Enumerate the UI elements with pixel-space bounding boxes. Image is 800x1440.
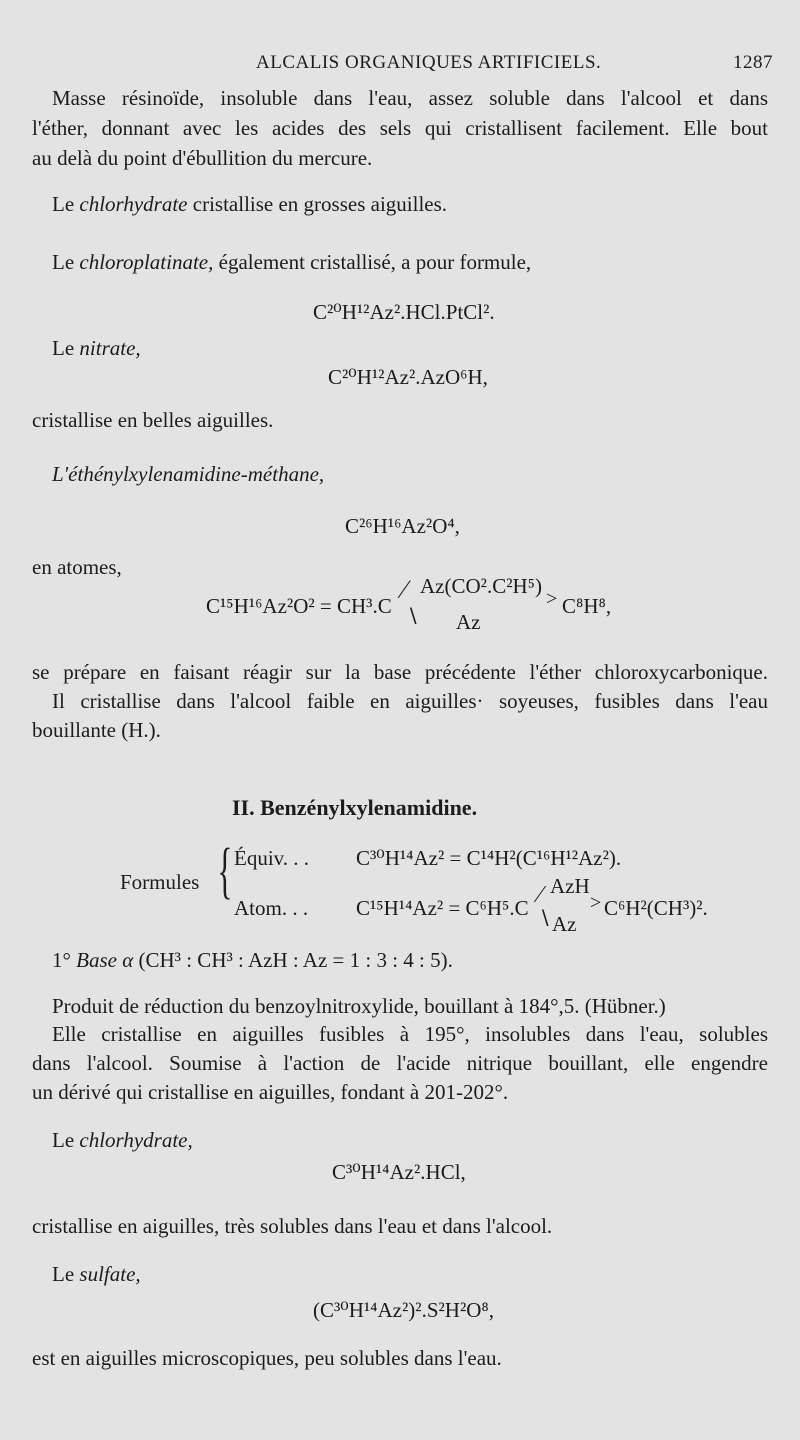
bond-lower-icon: ∖ [406, 606, 419, 628]
nitrate-le: Le [52, 336, 75, 360]
base-ratio: (CH³ : CH³ : AzH : Az = 1 : 3 : 4 : 5). [138, 948, 453, 972]
nitrate-name: nitrate, [79, 336, 141, 360]
chlorhydrate-name: chlorhydrate [79, 192, 188, 216]
chlorhydrate-2-line [52, 1128, 193, 1152]
chlorhydrate-le: Le [52, 192, 75, 216]
atom-bond-right-icon: > [590, 892, 602, 914]
page-number: 1287 [733, 52, 773, 73]
paragraph-1-line-3: au delà du point d'ébullition du mercure. [32, 146, 373, 170]
paragraph-2-line-4: un dérivé qui cristallise en aiguilles, fondant à 201-202°. [32, 1080, 509, 1104]
chloroplatinate-description: également cristallisé, a pour formule, [218, 250, 532, 274]
paragraph-1-line-1: Masse résinoïde, insoluble dans l'eau, assez soluble dans l'alcool et dans [52, 86, 768, 110]
base-line [52, 948, 453, 972]
equiv-label: Équiv. . . [234, 846, 310, 870]
nitrate-description: cristallise en belles aiguilles. [32, 408, 274, 432]
formules-block [120, 836, 760, 936]
ethenyl-atomic-top: Az(CO².C²H⁵) [420, 574, 542, 598]
equiv-formula: C³⁰H¹⁴Az² = C¹⁴H²(C¹⁶H¹²Az²). [356, 846, 622, 870]
chloroplatinate-formula: C²⁰H¹²Az².HCl.PtCl². [313, 300, 495, 324]
running-title: ALCALIS ORGANIQUES ARTIFICIELS. [256, 52, 602, 73]
chlorhydrate-line [52, 192, 447, 216]
formules-label: Formules [120, 870, 200, 894]
paragraph-2-line-2: Elle cristallise en aiguilles fusibles à 195°, insolubles dans l'eau, solubles [52, 1022, 768, 1046]
ethenyl-atomic-formula [206, 576, 626, 640]
ethenyl-name-line [52, 462, 324, 486]
ethenyl-paragraph-line-1: se prépare en faisant réagir sur la base précédente l'éther chloroxycarbonique. [32, 660, 768, 684]
nitrate-formula: C²⁰H¹²Az².AzO⁶H, [328, 365, 488, 389]
base-alpha: α [122, 948, 134, 972]
sulfate-le: Le [52, 1262, 75, 1286]
chlorhydrate-description: cristallise en grosses aiguilles. [192, 192, 448, 216]
atom-top: AzH [550, 874, 590, 898]
chloroplatinate-name: chloroplatinate, [79, 250, 214, 274]
ethenyl-name: L'éthénylxylenamidine-méthane, [52, 462, 325, 486]
ethenyl-formula: C²⁶H¹⁶Az²O⁴, [345, 514, 460, 538]
chlorhydrate-2-formula: C³⁰H¹⁴Az².HCl, [332, 1160, 466, 1184]
paragraph-2-line-3: dans l'alcool. Soumise à l'action de l'acide nitrique bouillant, elle engendre [32, 1051, 768, 1075]
paragraph-1-line-2: l'éther, donnant avec les acides des sels qui cristallisent facilement. Elle bout [32, 116, 768, 140]
atom-bond-upper-icon: ⁄ [538, 882, 543, 908]
atom-bond-lower-icon: ∖ [538, 908, 551, 930]
atom-left: C¹⁵H¹⁴Az² = C⁶H⁵.C [356, 896, 529, 920]
paragraph-2-line-1: Produit de réduction du benzoylnitroxylide, bouillant à 184°,5. (Hübner.) [52, 994, 666, 1018]
atom-bottom: Az [552, 912, 577, 936]
chlorhydrate-2-name: chlorhydrate, [79, 1128, 193, 1152]
chlorhydrate-2-description: cristallise en aiguilles, très solubles dans l'eau et dans l'alcool. [32, 1214, 553, 1238]
base-name: Base [76, 948, 117, 972]
ethenyl-paragraph-line-2: Il cristallise dans l'alcool faible en aiguilles· soyeuses, fusibles dans l'eau [52, 689, 768, 713]
atom-label: Atom. . . [234, 896, 309, 920]
bond-right-icon: > [546, 588, 558, 610]
sulfate-name: sulfate, [79, 1262, 141, 1286]
ethenyl-atomic-left: C¹⁵H¹⁶Az²O² = CH³.C [206, 594, 392, 618]
sulfate-description: est en aiguilles microscopiques, peu solubles dans l'eau. [32, 1346, 502, 1370]
sulfate-formula: (C³⁰H¹⁴Az²)².S²H²O⁸, [313, 1298, 494, 1322]
section-heading: II. Benzénylxylenamidine. [232, 795, 478, 820]
chlorhydrate-2-le: Le [52, 1128, 75, 1152]
bond-upper-icon: ⁄ [402, 575, 407, 604]
base-number: 1° [52, 948, 71, 972]
chloroplatinate-line [52, 250, 531, 274]
ethenyl-paragraph-line-3: bouillante (H.). [32, 718, 161, 742]
ethenyl-en-atomes: en atomes, [32, 555, 122, 579]
ethenyl-atomic-right: C⁸H⁸, [562, 594, 612, 618]
brace-icon: { [217, 837, 233, 905]
ethenyl-atomic-bottom: Az [456, 610, 481, 634]
sulfate-line [52, 1262, 141, 1286]
atom-right: C⁶H²(CH³)². [604, 896, 708, 920]
chloroplatinate-le: Le [52, 250, 75, 274]
nitrate-line [52, 336, 141, 360]
page-header [0, 48, 800, 78]
